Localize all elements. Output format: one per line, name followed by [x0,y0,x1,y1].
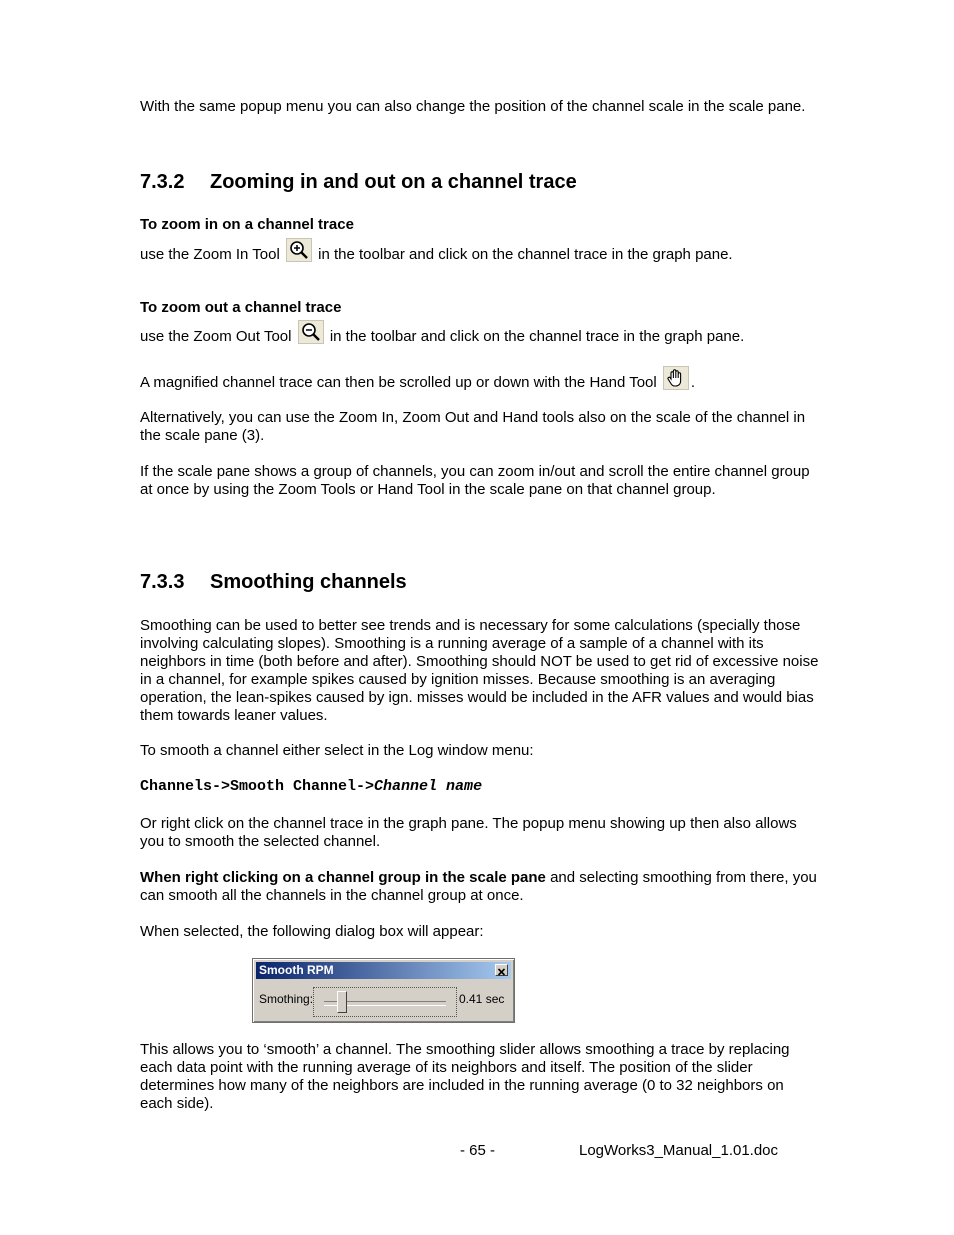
paragraph-4-rest: and selecting smoothing from there, you can smooth all the channels in the channel group at once. [140,869,817,904]
slider-thumb[interactable] [337,991,347,1013]
dialog-title-bar [256,962,511,979]
smoothing-slider[interactable] [313,987,457,1017]
zoom-out-instruction [140,320,820,346]
intro-paragraph: With the same popup menu you can also change the position of the channel scale in the scale pane. [140,98,806,115]
zoom-in-heading: To zoom in on a channel trace [140,216,354,233]
footer-filename: LogWorks3_Manual_1.01.doc [579,1142,779,1159]
menu-path-italic: Channel name [374,778,483,795]
smoothing-paragraph-5: When selected, the following dialog box will appear: [140,923,484,940]
hand-icon [663,366,689,390]
close-icon [496,967,507,977]
hand-text-before: A magnified channel trace can then be scrolled up or down with the Hand Tool [140,374,657,391]
zoom-out-icon [298,320,324,344]
paragraph-4-bold: When right clicking on a channel group in the scale pane [140,869,546,886]
smoothing-paragraph-4 [140,869,820,905]
section-number: 7.3.3 [140,571,185,593]
alternative-paragraph: Alternatively, you can use the Zoom In, Zoom Out and Hand tools also on the scale of the channel in the scale pane (3). [140,409,806,444]
smoothing-paragraph-6: This allows you to ‘smooth’ a channel. The smoothing slider allows smoothing a trace by replacing each data point with the running average of its neighbors and itself. The position of the slider determines how many of the neighbors are included in the running average (0 to 32 neighbors on each side). [140,1041,790,1112]
zoom-out-text-before: use the Zoom Out Tool [140,328,292,345]
zoom-out-text-after: in the toolbar and click on the channel trace in the graph pane. [329,328,745,345]
section-number: 7.3.2 [140,171,185,193]
slider-value: 0.41 sec [459,992,505,1006]
section-title: Smoothing channels [210,571,407,593]
menu-path [140,778,820,796]
page-number: - 65 - [460,1142,496,1159]
dialog-title: Smooth RPM [259,963,334,977]
zoom-in-text-before: use the Zoom In Tool [140,246,280,263]
smooth-dialog [252,958,515,1023]
zoom-out-heading: To zoom out a channel trace [140,299,342,316]
hand-text-after: . [690,374,696,391]
zoom-in-instruction [140,238,820,264]
zoom-in-icon [286,238,312,262]
zoom-in-text-after: in the toolbar and click on the channel trace in the graph pane. [318,246,733,263]
smoothing-paragraph-2: To smooth a channel either select in the Log window menu: [140,742,534,759]
smoothing-paragraph-3: Or right click on the channel trace in the graph pane. The popup menu showing up then also allows you to smooth the selected channel. [140,815,797,850]
hand-tool-paragraph [140,366,820,392]
channel-group-paragraph: If the scale pane shows a group of channels, you can zoom in/out and scroll the entire channel group at once by using the Zoom Tools or Hand Tool in the scale pane on that channel group. [140,463,810,498]
section-heading-7-3-2 [140,170,577,194]
section-heading-7-3-3 [140,570,407,594]
slider-label: Smothing: [259,992,314,1006]
close-button[interactable] [495,964,508,976]
menu-path-text: Channels->Smooth Channel-> [140,778,375,795]
smoothing-paragraph-1: Smoothing can be used to better see trends and is necessary for some calculations (specially those involving calculating slopes). Smoothing is a running average of a sample of a channel with its neighbors in time (both before and after). Smoothing should NOT be used to get rid of excessive noise in a channel, for example spikes caused by ignition misses. Because smoothing is an averaging operation, the lean-spikes caused by ign. misses would be included in the AFR values and would bias them towards leaner values. [140,617,819,724]
section-title: Zooming in and out on a channel trace [210,171,577,193]
